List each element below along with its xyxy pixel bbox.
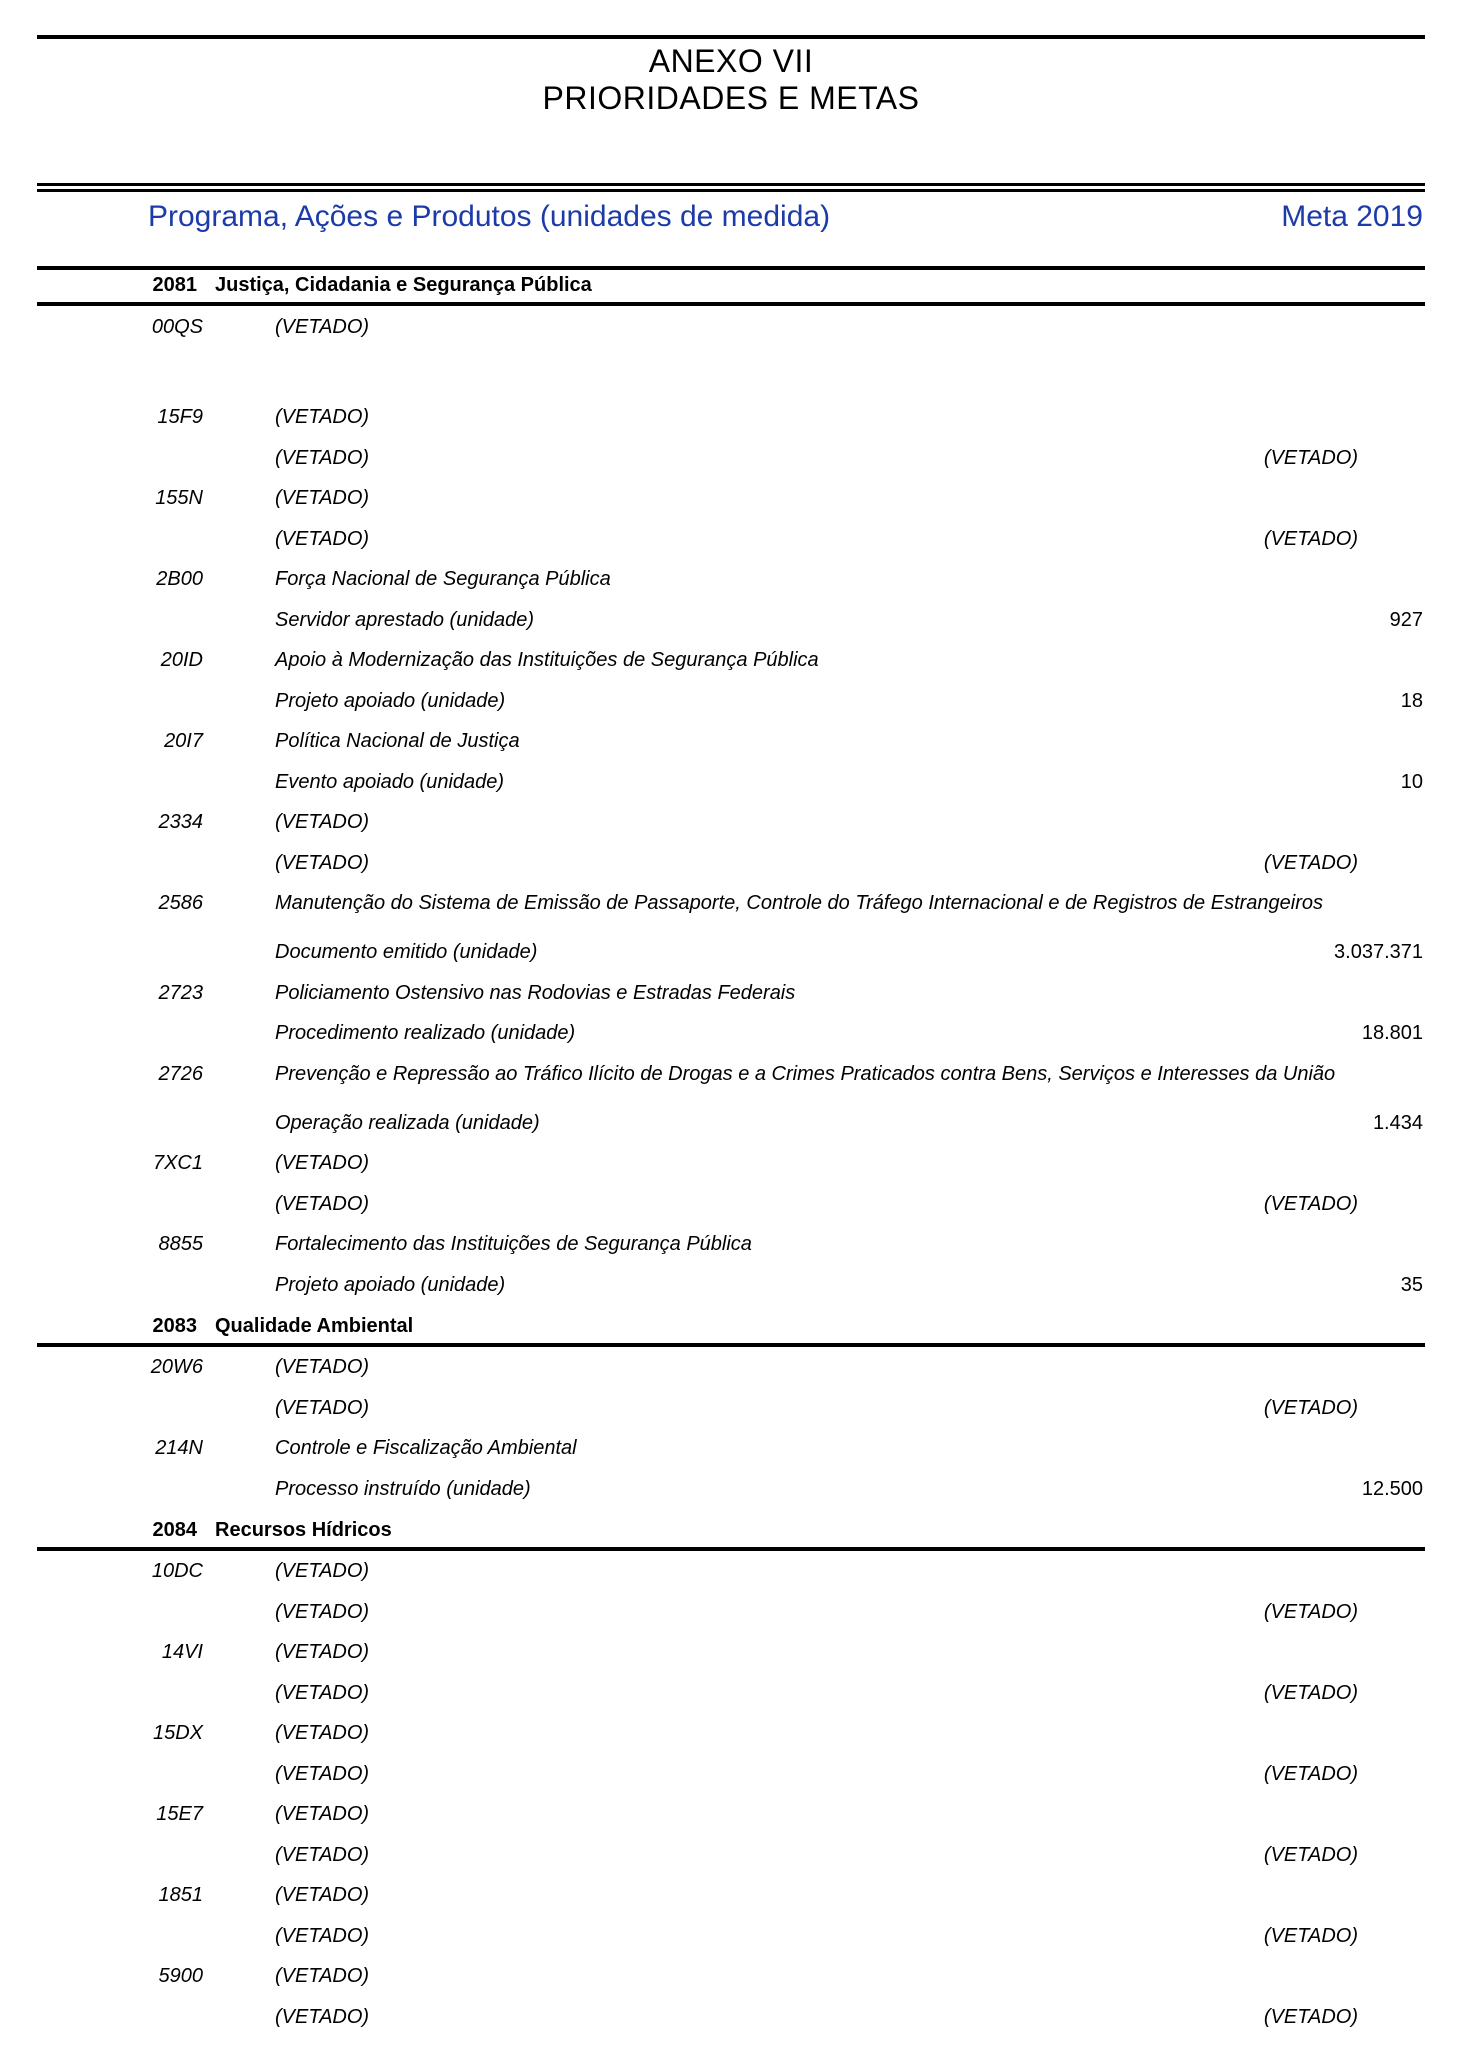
action-row — [37, 981, 1425, 1005]
meta-value: (VETADO) — [1263, 446, 1358, 469]
meta-value: 12.500 — [1361, 1477, 1423, 1500]
document-title — [37, 43, 1425, 117]
product-name: Evento apoiado (unidade) — [275, 770, 505, 793]
product-row — [37, 1477, 1425, 1501]
action-code: 14VI — [161, 1641, 203, 1663]
action-code: 2723 — [158, 981, 203, 1004]
code-cell-empty — [37, 527, 203, 551]
meta-value: 3.037.371 — [1334, 941, 1423, 963]
action-row — [37, 486, 1425, 510]
meta-value: (VETADO) — [1263, 1924, 1358, 1947]
product-row — [37, 446, 1425, 470]
product-name: (VETADO) — [275, 2005, 370, 2028]
table-column-header — [37, 199, 1425, 235]
meta-value: 35 — [1400, 1273, 1423, 1296]
code-cell-empty — [37, 608, 203, 632]
code-cell-empty — [37, 1192, 203, 1216]
action-title: Policiamento Ostensivo nas Rodovias e Estradas Federais — [275, 981, 796, 1004]
meta-value: (VETADO) — [1263, 1192, 1358, 1215]
action-title: (VETADO) — [275, 1722, 370, 1744]
action-title: Manutenção do Sistema de Emissão de Passaporte, Controle do Tráfego Internacional e de Registros de Estrangeiros — [275, 892, 1323, 914]
action-title: Controle e Fiscalização Ambiental — [275, 1437, 577, 1459]
product-name: Servidor aprestado (unidade) — [275, 608, 535, 631]
product-row — [37, 1762, 1425, 1786]
action-title: Fortalecimento das Instituições de Segurança Pública — [275, 1233, 752, 1255]
action-code: 2334 — [158, 811, 203, 833]
section-row — [37, 1314, 1425, 1338]
product-row — [37, 2005, 1425, 2029]
product-name: (VETADO) — [275, 1600, 370, 1623]
product-row — [37, 527, 1425, 551]
action-row — [37, 567, 1425, 591]
meta-value: (VETADO) — [1263, 1762, 1358, 1785]
meta-value: 10 — [1400, 770, 1423, 793]
action-row — [37, 1062, 1425, 1086]
action-code: 5900 — [158, 1965, 203, 1987]
action-row — [37, 1964, 1425, 1988]
action-title: (VETADO) — [275, 1641, 370, 1663]
action-row — [37, 1559, 1425, 1583]
table-body — [37, 273, 1425, 2029]
product-name: Projeto apoiado (unidade) — [275, 689, 506, 712]
product-name: (VETADO) — [275, 1192, 370, 1215]
action-row — [37, 1883, 1425, 1907]
action-title: (VETADO) — [275, 811, 370, 833]
action-title: (VETADO) — [275, 1152, 370, 1174]
action-code: 214N — [155, 1437, 203, 1459]
meta-value: (VETADO) — [1263, 1843, 1358, 1866]
action-code: 2B00 — [156, 568, 203, 590]
action-row — [37, 1721, 1425, 1745]
action-row — [37, 810, 1425, 834]
action-code: 15E7 — [156, 1803, 203, 1825]
action-code: 15F9 — [157, 406, 203, 428]
code-cell-empty — [37, 1021, 203, 1045]
code-cell-empty — [37, 1273, 203, 1297]
code-cell-empty — [37, 1681, 203, 1705]
product-row — [37, 1600, 1425, 1624]
action-row — [37, 729, 1425, 753]
page-title-line1: ANEXO VII — [648, 43, 814, 79]
product-row — [37, 1273, 1425, 1297]
meta-value: 1.434 — [1372, 1111, 1423, 1134]
meta-value: (VETADO) — [1263, 1681, 1358, 1704]
action-row — [37, 315, 1425, 339]
action-title: (VETADO) — [275, 487, 370, 509]
product-row — [37, 689, 1425, 713]
action-code: 20ID — [160, 649, 203, 671]
action-code: 15DX — [152, 1722, 203, 1744]
product-name: (VETADO) — [275, 1843, 370, 1866]
product-name: (VETADO) — [275, 1396, 370, 1419]
action-code: 20I7 — [164, 730, 203, 752]
product-name: Projeto apoiado (unidade) — [275, 1273, 506, 1296]
section-code: 2084 — [152, 1518, 197, 1541]
product-name: (VETADO) — [275, 527, 370, 550]
action-row — [37, 891, 1425, 915]
action-code: 8855 — [158, 1233, 203, 1255]
product-name: (VETADO) — [275, 1681, 370, 1704]
action-code: 2726 — [158, 1062, 203, 1085]
meta-value: (VETADO) — [1263, 2005, 1358, 2028]
action-title: (VETADO) — [275, 1356, 370, 1378]
section-title: Recursos Hídricos — [215, 1518, 392, 1541]
meta-value: 18.801 — [1361, 1022, 1423, 1044]
meta-value: (VETADO) — [1263, 851, 1358, 874]
double-divider — [37, 183, 1425, 192]
action-code: 10DC — [151, 1560, 203, 1582]
action-title: (VETADO) — [275, 1884, 370, 1906]
meta-value: (VETADO) — [1263, 1396, 1358, 1419]
code-cell-empty — [37, 446, 203, 470]
meta-value: (VETADO) — [1263, 527, 1358, 550]
action-row — [37, 1232, 1425, 1256]
section-title: Justiça, Cidadania e Segurança Pública — [215, 274, 592, 296]
product-row — [37, 940, 1425, 964]
code-cell-empty — [37, 1762, 203, 1786]
action-row — [37, 1355, 1425, 1379]
product-row — [37, 770, 1425, 794]
code-cell-empty — [37, 1477, 203, 1501]
code-cell-empty — [37, 1843, 203, 1867]
section-code: 2083 — [152, 1314, 197, 1337]
product-row — [37, 1843, 1425, 1867]
code-cell-empty — [37, 1111, 203, 1135]
product-name: (VETADO) — [275, 446, 370, 469]
code-cell-empty — [37, 1396, 203, 1420]
action-row — [37, 1151, 1425, 1175]
code-cell-empty — [37, 689, 203, 713]
product-name: (VETADO) — [275, 851, 370, 874]
code-cell-empty — [37, 940, 203, 964]
action-code: 2586 — [158, 892, 203, 914]
action-title: (VETADO) — [275, 1965, 370, 1987]
action-row — [37, 648, 1425, 672]
action-row — [37, 1436, 1425, 1460]
product-name: Operação realizada (unidade) — [275, 1111, 540, 1134]
section-code: 2081 — [152, 274, 197, 296]
action-title: (VETADO) — [275, 1560, 370, 1582]
meta-value: (VETADO) — [1263, 1600, 1358, 1623]
section-title: Qualidade Ambiental — [215, 1314, 414, 1337]
section-row — [37, 273, 1425, 297]
product-row — [37, 1681, 1425, 1705]
product-row — [37, 1192, 1425, 1216]
header-divider — [37, 266, 1425, 270]
section-row — [37, 1518, 1425, 1542]
action-title: (VETADO) — [275, 1803, 370, 1825]
product-name: Processo instruído (unidade) — [275, 1477, 531, 1500]
code-cell-empty — [37, 770, 203, 794]
code-cell-empty — [37, 2005, 203, 2029]
product-row — [37, 1021, 1425, 1045]
action-code: 7XC1 — [152, 1152, 203, 1174]
action-title: Política Nacional de Justiça — [275, 730, 520, 752]
action-title: (VETADO) — [275, 406, 370, 428]
product-row — [37, 851, 1425, 875]
section-divider — [37, 302, 1425, 306]
product-name: Documento emitido (unidade) — [275, 941, 538, 963]
code-cell-empty — [37, 851, 203, 875]
action-code: 1851 — [158, 1884, 203, 1906]
action-title: Prevenção e Repressão ao Tráfico Ilícito de Drogas e a Crimes Praticados contra Bens, Serviços e Interesses da União — [275, 1062, 1336, 1085]
action-title: Força Nacional de Segurança Pública — [275, 568, 611, 590]
page-title-line2: PRIORIDADES E METAS — [542, 80, 920, 116]
document-page — [37, 0, 1425, 2029]
column-header-program: Programa, Ações e Produtos (unidades de medida) — [148, 200, 831, 233]
meta-value: 927 — [1389, 608, 1423, 631]
product-name: (VETADO) — [275, 1762, 370, 1785]
section-divider — [37, 1343, 1425, 1347]
action-row — [37, 1640, 1425, 1664]
action-row — [37, 1802, 1425, 1826]
product-row — [37, 1111, 1425, 1135]
action-code: 00QS — [151, 315, 203, 338]
action-title: Apoio à Modernização das Instituições de Segurança Pública — [275, 649, 819, 671]
product-row — [37, 1396, 1425, 1420]
section-divider — [37, 1547, 1425, 1551]
product-row — [37, 608, 1425, 632]
top-divider — [37, 35, 1425, 39]
product-name: (VETADO) — [275, 1924, 370, 1947]
code-cell-empty — [37, 1600, 203, 1624]
action-title: (VETADO) — [275, 315, 370, 338]
product-name: Procedimento realizado (unidade) — [275, 1022, 576, 1044]
action-row — [37, 405, 1425, 429]
action-code: 155N — [155, 487, 203, 509]
action-code: 20W6 — [150, 1356, 203, 1378]
column-header-meta: Meta 2019 — [1281, 200, 1423, 233]
meta-value: 18 — [1400, 689, 1423, 712]
code-cell-empty — [37, 1924, 203, 1948]
product-row — [37, 1924, 1425, 1948]
